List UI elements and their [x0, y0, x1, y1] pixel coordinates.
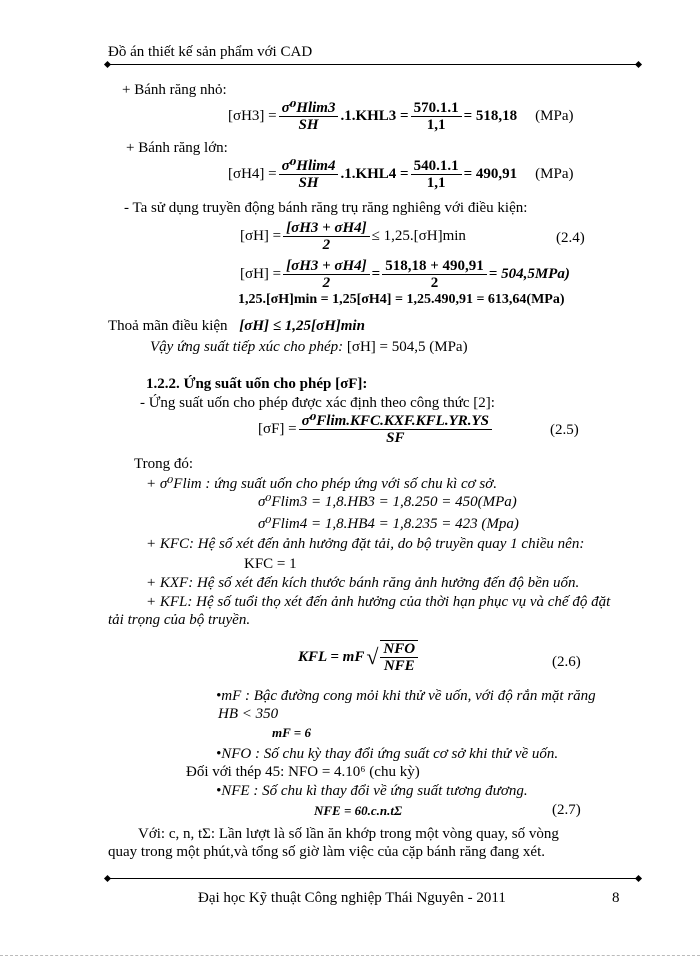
- condition-satisfied: [108, 318, 365, 335]
- eq-sh-fraction-values: [382, 258, 487, 291]
- sqrt-symbol: √: [366, 644, 379, 669]
- footer-page-number: 8: [612, 890, 620, 906]
- eq-h4-fraction: [279, 158, 339, 191]
- eq-sh-numerator: [σH3 + σH4]: [283, 258, 370, 275]
- eq-sh-lhs: [σH] =: [240, 266, 282, 282]
- eq-sh-result: = 504,5MPa): [488, 266, 570, 282]
- equation-2-5: [258, 413, 494, 446]
- nfo-definition: •NFO : Số chu kỳ thay đổi ứng suất cơ sở khi thử về uốn.: [216, 746, 559, 762]
- footer-rule: [108, 878, 638, 879]
- header-rule-right-dot: [635, 61, 642, 68]
- sigma-flim-definition: + σ⁰Flim : ứng suất uốn cho phép ứng với số chu kì cơ sở.: [146, 476, 497, 492]
- eq-sh-middle: =: [371, 266, 381, 282]
- kfc-definition: + KFC: Hệ số xét đến ảnh hưởng đặt tải, do bộ truyền quay 1 chiều nên:: [146, 536, 585, 552]
- eq-h4-numerator-values: 540.1.1: [411, 158, 462, 175]
- with-text-line1: Với: c, n, tΣ: Lần lượt là số lần ăn khớp trong một vòng quay, số vòng: [138, 826, 559, 842]
- eq-h3-denominator-values: 1,1: [426, 117, 446, 133]
- allowed-contact-text: Vậy ứng suất tiếp xúc cho phép:: [150, 339, 344, 355]
- eq-h3-middle: .1.KHL3 =: [340, 108, 409, 124]
- eq-h4-result: = 490,91: [463, 166, 518, 182]
- small-gear-label: + Bánh răng nhỏ:: [122, 82, 227, 98]
- eq25-denominator: SF: [386, 430, 405, 446]
- eq-sh-fraction: [283, 258, 370, 291]
- kfl-definition-line2: tải trọng của bộ truyền.: [108, 612, 251, 628]
- where-label: Trong đó:: [134, 456, 194, 472]
- eq24-lhs: [σH] =: [240, 228, 282, 244]
- steel-45-nfo: Đối với thép 45: NFO = 4.10⁶ (chu kỳ): [186, 764, 420, 780]
- mf-definition-line2: HB < 350: [218, 706, 279, 722]
- allowed-contact-value: [σH] = 504,5 (MPa): [346, 339, 468, 355]
- equation-2-6: [298, 640, 420, 674]
- eq-sh-denominator: 2: [322, 275, 331, 291]
- equation-sigma-h3: [228, 100, 573, 133]
- eq-h4-middle: .1.KHL4 =: [340, 166, 409, 182]
- section-title-1-2-2: 1.2.2. Ứng suất uốn cho phép [σF]:: [146, 376, 368, 392]
- eq-h4-denominator: SH: [298, 175, 319, 191]
- eq24-number: (2.4): [556, 230, 585, 246]
- eq-sh-denominator-values: 2: [430, 275, 439, 291]
- eq25-fraction: [299, 413, 492, 446]
- bending-intro: - Ứng suất uốn cho phép được xác định theo công thức [2]:: [140, 395, 495, 411]
- condition-expression: [σH] ≤ 1,25[σH]min: [239, 318, 365, 334]
- equation-flim3: σ⁰Flim3 = 1,8.HB3 = 1,8.250 = 450(MPa): [258, 494, 517, 510]
- eq24-denominator: 2: [322, 237, 331, 253]
- eq-h3-numerator-values: 570.1.1: [411, 100, 462, 117]
- eq24-rhs: ≤ 1,25.[σH]min: [371, 228, 466, 244]
- page-header-title: Đồ án thiết kế sản phẩm với CAD: [108, 44, 313, 60]
- eq27-number: (2.7): [552, 802, 581, 818]
- mf-definition-line1: •mF : Bậc đường cong mỏi khi thử về uốn, với độ rắn mặt răng: [216, 688, 596, 704]
- eq-h3-numerator: σ⁰Hlim3: [279, 100, 339, 117]
- eq-h3-fraction-values: [411, 100, 462, 133]
- eq26-lhs: KFL = mF: [298, 648, 365, 665]
- eq26-denominator: NFE: [383, 658, 415, 674]
- eq26-numerator: NFO: [380, 641, 418, 658]
- eq-h3-result: = 518,18: [463, 108, 518, 124]
- with-text-line2: quay trong một phút,và tổng số giờ làm việc của cặp bánh răng đang xét.: [108, 844, 545, 860]
- eq24-numerator: [σH3 + σH4]: [283, 220, 370, 237]
- kfl-definition-line1: + KFL: Hệ số tuổi thọ xét đến ảnh hưởng của thời hạn phục vụ và chế độ đặt: [146, 594, 611, 610]
- eq25-numerator: σ⁰Flim.KFC.KXF.KFL.YR.YS: [299, 413, 492, 430]
- eq-h4-denominator-values: 1,1: [426, 175, 446, 191]
- equation-flim4: σ⁰Flim4 = 1,8.HB4 = 1,8.235 = 423 (Mpa): [258, 516, 519, 532]
- eq-h4-unit: (MPa): [535, 166, 574, 182]
- footer-rule-right-dot: [635, 875, 642, 882]
- eq25-lhs: [σF] =: [258, 421, 297, 437]
- condition-text: Thoả mãn điều kiện: [108, 318, 228, 334]
- equation-sigma-h4: [228, 158, 573, 191]
- eq-h3-denominator: SH: [298, 117, 319, 133]
- kxf-definition: + KXF: Hệ số xét đến kích thước bánh răng ảnh hưởng đến độ bền uốn.: [146, 575, 580, 591]
- eq26-number: (2.6): [552, 654, 581, 670]
- eq24-fraction: [283, 220, 370, 253]
- eq25-number: (2.5): [550, 422, 579, 438]
- page-bottom-divider: [0, 955, 700, 956]
- header-rule: [108, 64, 638, 65]
- equation-sigma-h: [240, 258, 570, 291]
- eq-h3-lhs: [σH3] =: [228, 108, 277, 124]
- footer-university: Đại học Kỹ thuật Công nghiệp Thái Nguyên - 2011: [198, 890, 506, 906]
- allowed-contact-stress: [150, 339, 468, 356]
- equation-1-25-check: 1,25.[σH]min = 1,25[σH4] = 1,25.490,91 = 613,64(MPa): [238, 292, 565, 307]
- kfc-value: KFC = 1: [244, 556, 297, 572]
- eq-h3-fraction: [279, 100, 339, 133]
- eq-h4-numerator: σ⁰Hlim4: [279, 158, 339, 175]
- equation-2-7: NFE = 60.c.n.tΣ: [314, 803, 403, 818]
- mf-value: mF = 6: [272, 725, 311, 740]
- eq-h3-unit: (MPa): [535, 108, 574, 124]
- eq-h4-lhs: [σH4] =: [228, 166, 277, 182]
- equation-2-4: [240, 220, 466, 253]
- nfe-definition: •NFE : Số chu kì thay đổi về ứng suất tương đương.: [216, 783, 528, 799]
- helical-gear-text: - Ta sử dụng truyền động bánh răng trụ răng nghiêng với điều kiện:: [124, 200, 528, 216]
- large-gear-label: + Bánh răng lớn:: [126, 140, 228, 156]
- eq-h4-fraction-values: [411, 158, 462, 191]
- eq26-fraction: [380, 640, 418, 674]
- eq-sh-numerator-values: 518,18 + 490,91: [382, 258, 487, 275]
